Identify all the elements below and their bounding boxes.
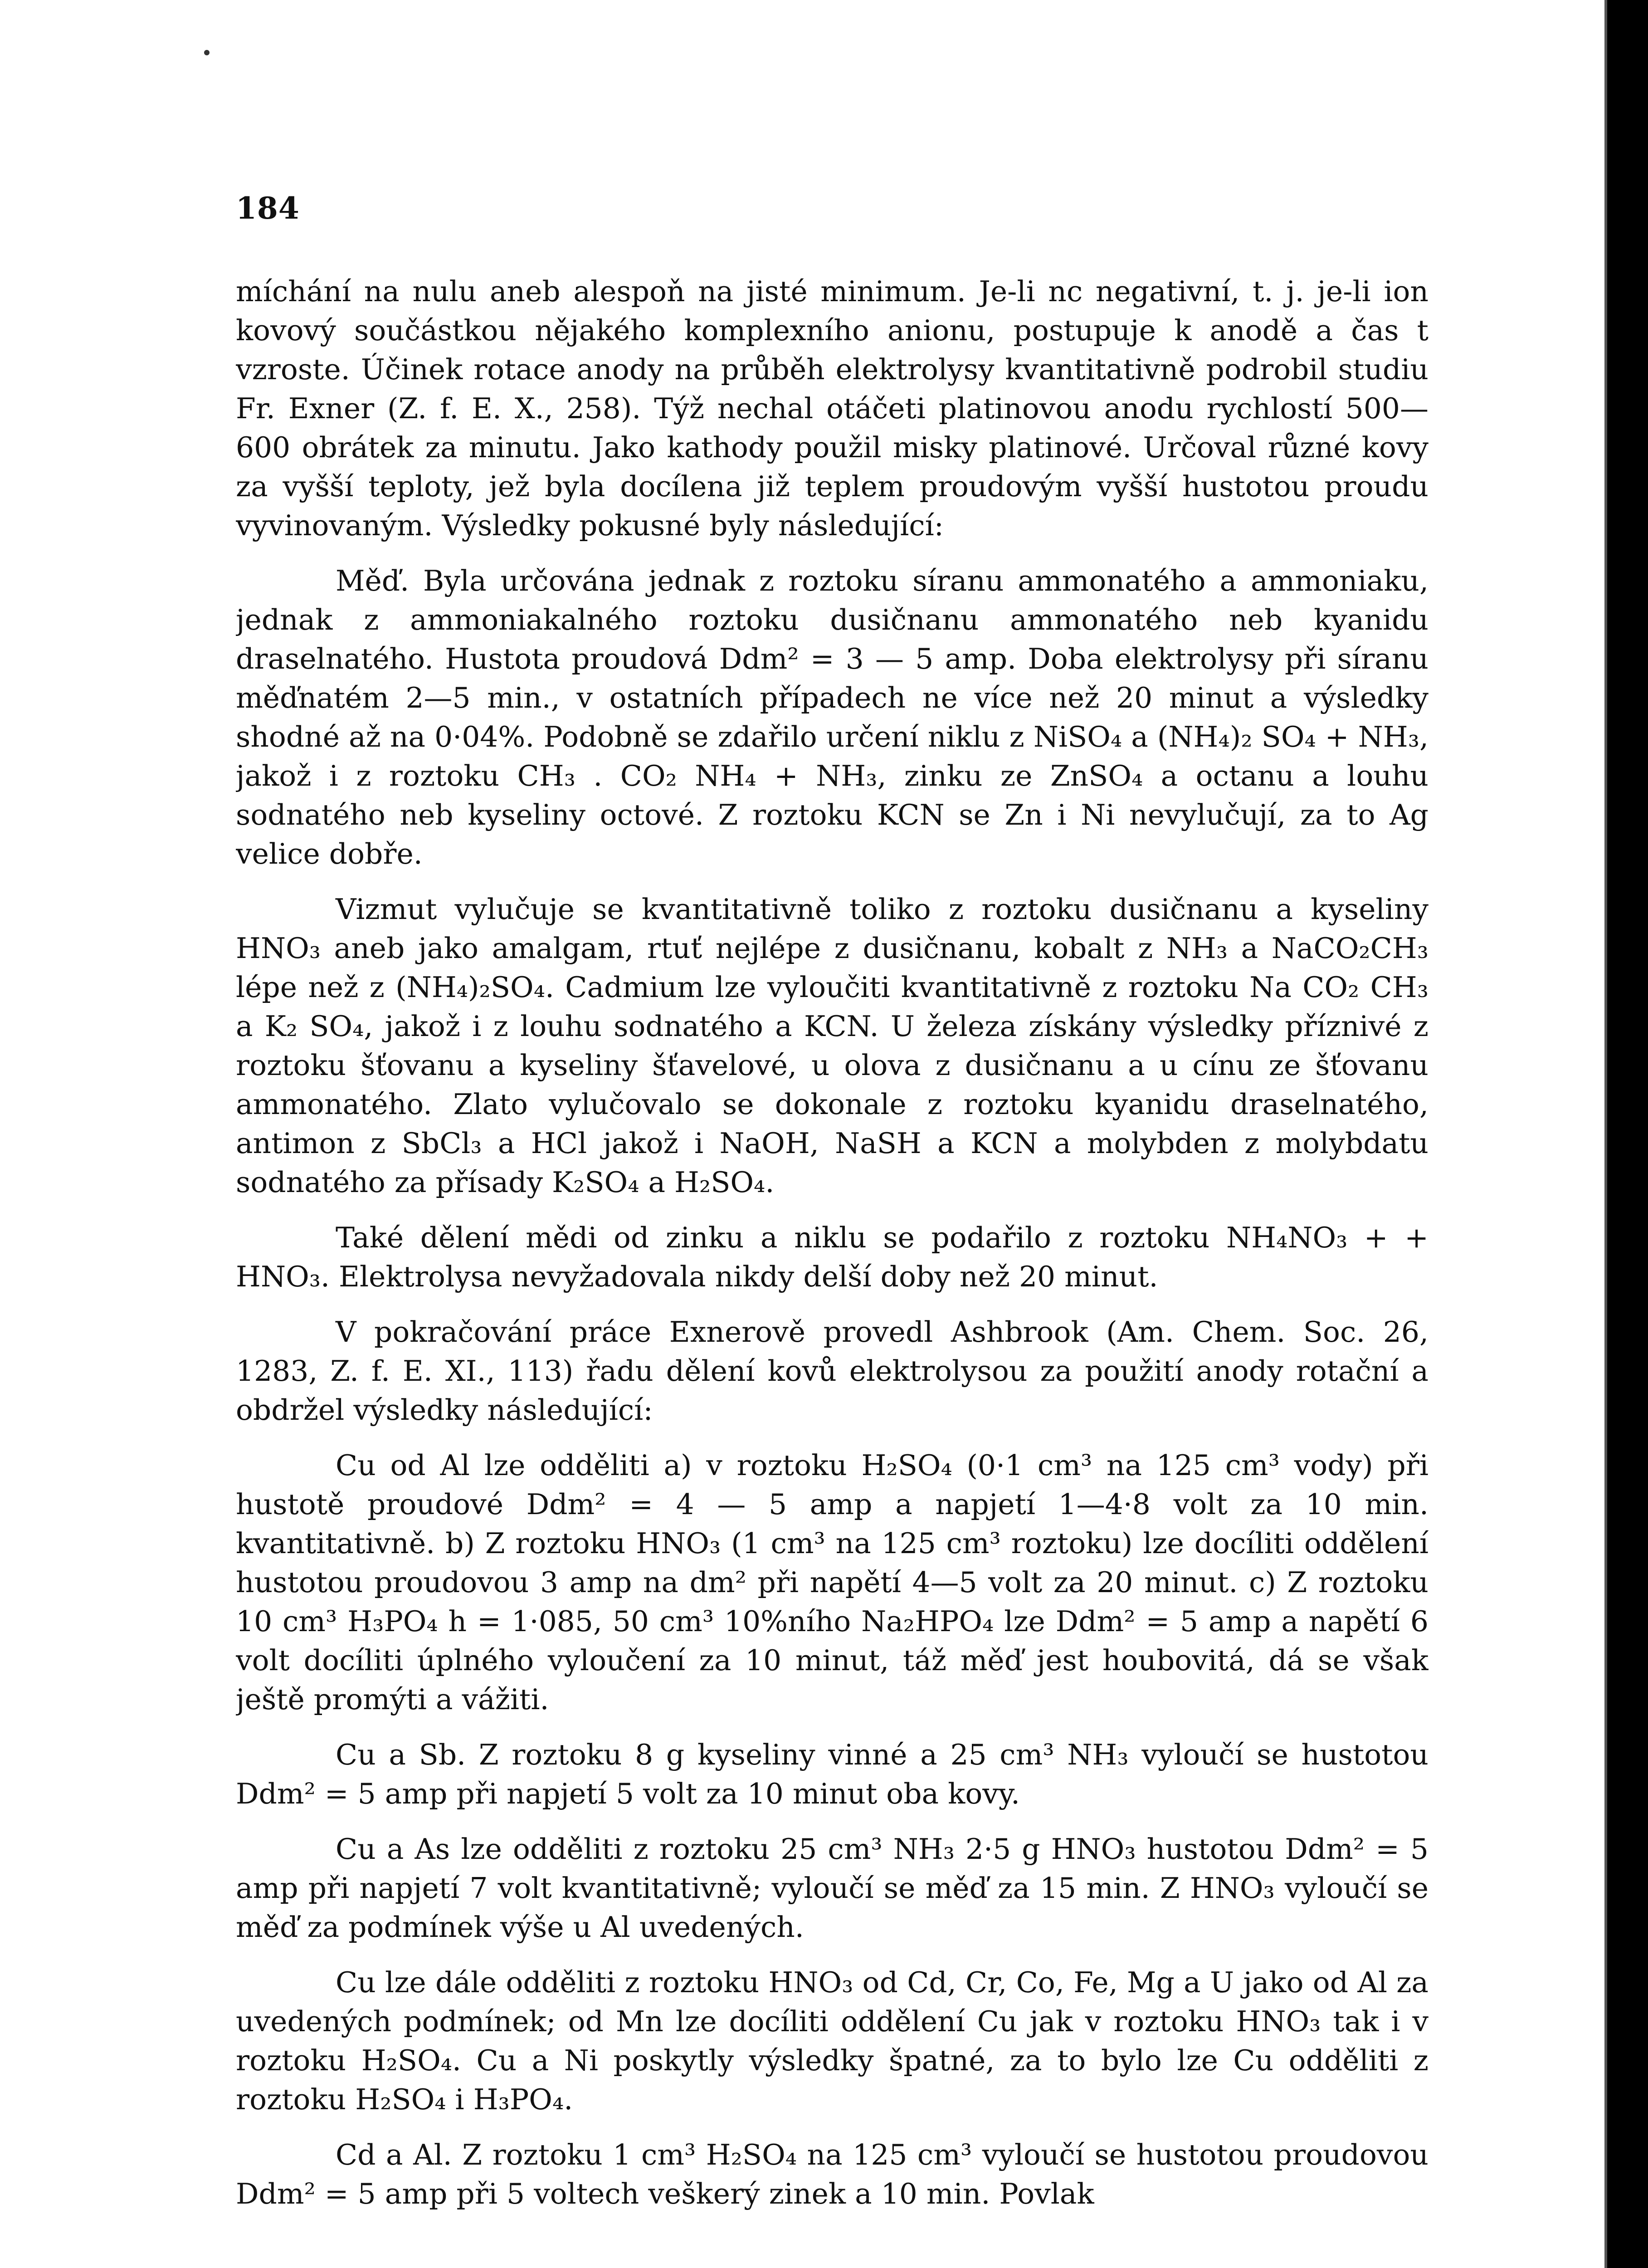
paragraph-cu-sb: Cu a Sb. Z roztoku 8 g kyseliny vinné a 25 cm³ NH₃ vyloučí se hustotou Ddm² = 5 amp při napjetí 5 volt za 10 minut oba kovy. — [236, 1738, 1429, 1810]
scan-speck — [204, 50, 210, 55]
page-edge-right — [1607, 0, 1648, 2268]
paragraph-cu-other: Cu lze dále odděliti z roztoku HNO₃ od Cd, Cr, Co, Fe, Mg a U jako od Al za uvedených podmínek; od Mn lze docíliti oddělení Cu jak v roztoku HNO₃ tak i v roztoku H₂SO₄. Cu a Ni poskytly výsledky špatné, za to bylo lze Cu odděliti z roztoku H₂SO₄ i H₃PO₄. — [236, 1966, 1429, 2116]
page-number: 184 — [236, 191, 300, 226]
paragraph-ashbrook: V pokračování práce Exnerově provedl Ashbrook (Am. Chem. Soc. 26, 1283, Z. f. E. XI., 113) řadu dělení kovů elektrolysou za použití anody rotační a obdržel výsledky následující: — [236, 1315, 1429, 1427]
paragraph-cu-al: Cu od Al lze odděliti a) v roztoku H₂SO₄ (0·1 cm³ na 125 cm³ vody) při hustotě proudové Ddm² = 4 — 5 amp a napjetí 1—4·8 volt za 10 min. kvantitativně. b) Z roztoku HNO₃ (1 cm³ na 125 cm³ roztoku) lze docíliti oddělení hustotou proudovou 3 amp na dm² při napětí 4—5 volt za 20 minut. c) Z roztoku 10 cm³ H₃PO₄ h = 1·085, 50 cm³ 10%ního Na₂HPO₄ lze Ddm² = 5 amp a napětí 6 volt docíliti úplného vyloučení za 10 minut, táž měď jest houbovitá, dá se však ještě promýti a vážiti. — [236, 1449, 1429, 1716]
paragraph-bismuth-metals: Vizmut vylučuje se kvantitativně toliko z roztoku dusičnanu a kyseliny HNO₃ aneb jako amalgam, rtuť nejlépe z dusičnanu, kobalt z NH₃ a NaCO₂CH₃ lépe než z (NH₄)₂SO₄. Cadmium lze vyloučiti kvantitativně z roztoku Na CO₂ CH₃ a K₂ SO₄, jakož i z louhu sodnatého a KCN. U železa získány výsledky příznivé z roztoku šťovanu a kyseliny šťavelové, u olova z dusičnanu a u cínu ze šťovanu ammonatého. Zlato vylučovalo se dokonale z roztoku kyanidu draselnatého, antimon z SbCl₃ a HCl jakož i NaOH, NaSH a KCN a molybden z molybdatu sodnatého za přísady K₂SO₄ a H₂SO₄. — [236, 893, 1429, 1199]
paragraph-continued: míchání na nulu aneb alespoň na jisté minimum. Je-li nc negativní, t. j. je-li ion kovový součástkou nějakého komplexního anionu, postupuje k anodě a čas t vzroste. Účinek rotace anody na průběh elektrolysy kvantitativně podrobil studiu Fr. Exner (Z. f. E. X., 258). Týž nechal otáčeti platinovou anodu rychlostí 500—600 obrátek za minutu. Jako kathody použil misky platinové. Určoval různé kovy za vyšší teploty, jež byla docílena již teplem proudovým vyšší hustotou proudu vyvinovaným. Výsledky pokusné byly následující: — [236, 275, 1429, 542]
paragraph-cd-al: Cd a Al. Z roztoku 1 cm³ H₂SO₄ na 125 cm³ vyloučí se hustotou proudovou Ddm² = 5 amp při 5 voltech veškerý zinek a 10 min. Povlak — [236, 2138, 1429, 2210]
paragraph-copper: Měď. Byla určována jednak z roztoku síranu ammonatého a ammoniaku, jednak z ammoniakalného roztoku dusičnanu ammonatého neb kyanidu draselnatého. Hustota proudová Ddm² = 3 — 5 amp. Doba elektrolysy při síranu měďnatém 2—5 min., v ostatních případech ne více než 20 minut a výsledky shodné až na 0·04%. Podobně se zdařilo určení niklu z NiSO₄ a (NH₄)₂ SO₄ + NH₃, jakož i z roztoku CH₃ . CO₂ NH₄ + NH₃, zinku ze ZnSO₄ a octanu a louhu sodnatého neb kyseliny octové. Z roztoku KCN se Zn i Ni nevylučují, za to Ag velice dobře. — [236, 564, 1429, 870]
paragraph-separation-copper-zinc: Také dělení mědi od zinku a niklu se podařilo z roztoku NH₄NO₃ + + HNO₃. Elektrolysa nevyžadovala nikdy delší doby než 20 minut. — [236, 1221, 1429, 1293]
paragraph-cu-as: Cu a As lze odděliti z roztoku 25 cm³ NH₃ 2·5 g HNO₃ hustotou Ddm² = 5 amp při napjetí 7 volt kvantitativně; vyloučí se měď za 15 min. Z HNO₃ vyloučí se měď za podmínek výše u Al uvedených. — [236, 1833, 1429, 1944]
page-body — [236, 272, 1429, 2268]
